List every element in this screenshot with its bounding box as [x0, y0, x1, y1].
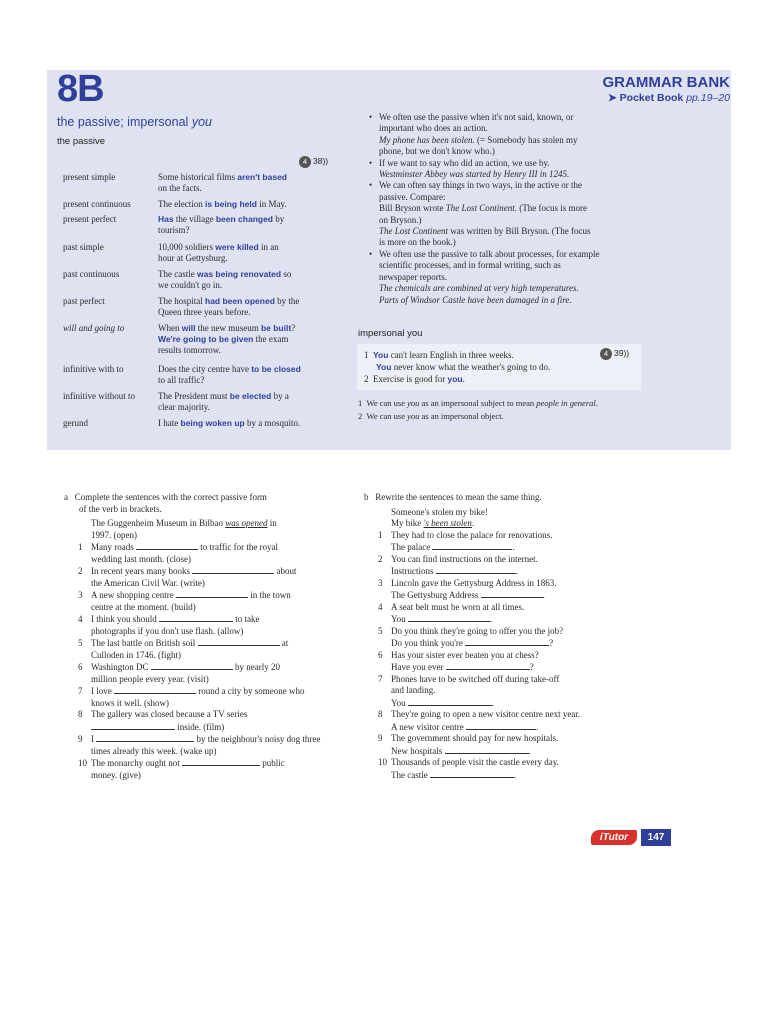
answer-blank[interactable] — [176, 589, 248, 598]
exercise-a-item: 10 The monarchy ought not public money. (give) — [78, 758, 285, 780]
audio-disc-icon: 4 — [299, 156, 311, 168]
answer-blank[interactable] — [430, 769, 514, 778]
passive-form: aren't based — [237, 172, 287, 182]
pocket-book-label: ➤ Pocket Book — [607, 92, 684, 104]
impersonal-note-2: 2 We can use you as an impersonal object. — [358, 411, 504, 421]
example-text: Queen three years before. — [158, 307, 251, 317]
pocket-book-pages: pp.19–20 — [686, 92, 730, 104]
answer-blank[interactable] — [436, 565, 516, 574]
tense-label: past perfect — [63, 296, 105, 306]
example-text: The election — [158, 199, 205, 209]
exercise-b-item: 9 The government should pay for new hospitals. New hospitals . — [378, 733, 559, 756]
passive-form: to be closed — [251, 364, 301, 374]
topic-title — [57, 115, 212, 129]
rule-bullet: • We can often say things in two ways, in the active or the passive. Compare: Bill Bryson wrote The Lost Continent. (The focus is more on Bryson.) The Lost Continent was written by Bill Bryson. (The focus is more on the book.) — [367, 180, 642, 248]
exercise-b-item: 2 You can find instructions on the internet. Instructions . — [378, 553, 538, 576]
passive-example — [158, 172, 336, 194]
tense-label: infinitive with to — [63, 364, 124, 374]
exercise-a — [64, 492, 354, 781]
example-text: clear majority. — [158, 402, 210, 412]
answer-blank[interactable] — [192, 565, 274, 574]
passive-form: be elected — [229, 391, 272, 401]
exercise-b-item: 4 A seat belt must be worn at all times. You . — [378, 601, 525, 624]
answer-blank[interactable] — [91, 721, 175, 730]
exercise-b-instruction: b Rewrite the sentences to mean the same thing. — [364, 492, 542, 502]
answer-blank[interactable] — [198, 637, 280, 646]
example-text: hour at Gettysburg. — [158, 253, 228, 263]
exercise-a-item: 4 I think you should to take photographs if you don't use flash. (allow) — [78, 614, 260, 636]
topic-main: the passive; impersonal — [57, 115, 189, 129]
answer-blank[interactable] — [408, 613, 490, 622]
exercise-a-instruction: a Complete the sentences with the correct passive form — [64, 492, 267, 502]
page-number: 147 — [641, 829, 671, 846]
passive-example — [158, 199, 336, 210]
answer-blank[interactable] — [114, 685, 196, 694]
impersonal-note-1: 1 We can use you as an impersonal subject to mean people in general. — [358, 398, 598, 408]
example-text: ? — [291, 323, 296, 333]
tense-label: present continuous — [63, 199, 131, 209]
exercise-b-item: 5 Do you think they're going to offer you the job? Do you think you're ? — [378, 625, 564, 648]
itutor-badge[interactable]: iTutor — [591, 830, 637, 845]
example-text: we couldn't go in. — [158, 280, 223, 290]
passive-form: is being held — [204, 199, 257, 209]
passive-form: Has — [158, 214, 174, 224]
answer-blank[interactable] — [159, 613, 233, 622]
example-text: the village — [173, 214, 216, 224]
exercise-a-example: The Guggenheim Museum in Bilbao was opened in — [91, 518, 277, 528]
example-text: the exam — [253, 334, 289, 344]
passive-form: been changed — [215, 214, 273, 224]
exercise-a-example-2: 1997. (open) — [91, 529, 137, 540]
example-text: I hate — [158, 418, 181, 428]
audio-disc-icon: 4 — [600, 348, 612, 360]
passive-example — [158, 242, 336, 264]
example-text: tourism? — [158, 225, 190, 235]
passive-form: be built — [260, 323, 292, 333]
example-text: The President must — [158, 391, 230, 401]
tense-label: will and going to — [63, 323, 125, 333]
passive-example — [158, 323, 336, 356]
exercise-b-item: 1 They had to close the palace for renovations. The palace . — [378, 529, 553, 552]
exercise-b-item: 7 Phones have to be switched off during take-off and landing. You . — [378, 673, 560, 708]
example-text: When — [158, 323, 182, 333]
rule-bullet: • We often use the passive to talk about processes, for example scientific processes, and in formal writing, such as newspaper reports. The chemicals are combined at very high temperatures. Parts of Windsor Castle have been damaged in a fire. — [367, 249, 642, 306]
passive-example — [158, 391, 336, 413]
example-text: The castle — [158, 269, 197, 279]
exercise-a-instruction-2: of the verb in brackets. — [79, 503, 162, 514]
example-text: on the facts. — [158, 183, 202, 193]
example-text: Does the city centre have — [158, 364, 252, 374]
exercise-a-item: 7 I love round a city by someone who knows it well. (show) — [78, 686, 305, 708]
answer-blank[interactable] — [481, 589, 543, 598]
exercise-b-example: Someone's stolen my bike! — [391, 506, 488, 517]
passive-example — [158, 269, 336, 291]
tense-label: past continuous — [63, 269, 120, 279]
example-text: so — [281, 269, 292, 279]
impersonal-example-2: 2 Exercise is good for you. — [364, 374, 465, 384]
passive-form: being woken up — [180, 418, 245, 428]
passive-rules — [367, 112, 642, 306]
passive-example — [158, 214, 336, 236]
example-text: by a — [271, 391, 289, 401]
example-text: by a mosquito. — [244, 418, 301, 428]
impersonal-example-1b: You never know what the weather's going to do. — [376, 362, 551, 372]
tense-label: present simple — [63, 172, 116, 182]
rule-bullet: • We often use the passive when it's not said, known, or important who does an action. My phone has been stolen. (= Somebody has stolen my phone, but we don't know who.) — [367, 112, 642, 158]
unit-number: 8B — [57, 68, 104, 110]
exercise-b — [364, 492, 664, 781]
tense-label: present perfect — [63, 214, 117, 224]
passive-form: will — [181, 323, 196, 333]
exercise-a-item: 5 The last battle on British soil at Culloden in 1746. (fight) — [78, 638, 289, 660]
audio-track-38[interactable]: 4 38)) — [299, 156, 328, 168]
answer-blank[interactable] — [465, 637, 549, 646]
impersonal-you-heading: impersonal you — [358, 328, 423, 339]
rule-bullet: • If we want to say who did an action, we use by. Westminster Abbey was started by Henry III in 1245. — [367, 158, 642, 181]
answer-blank[interactable] — [151, 661, 233, 670]
passive-form: had been opened — [205, 296, 275, 306]
exercise-b-item: 3 Lincoln gave the Gettysburg Address in 1863. The Gettysburg Address . — [378, 577, 557, 600]
grammar-bank-title: GRAMMAR BANK — [602, 74, 730, 91]
example-text: results tomorrow. — [158, 345, 221, 355]
passive-example — [158, 364, 336, 386]
tense-label: past simple — [63, 242, 104, 252]
exercise-b-item: 8 They're going to open a new visitor centre next year. A new visitor centre . — [378, 709, 581, 732]
exercise-a-item: 2 In recent years many books about the American Civil War. (write) — [78, 566, 297, 588]
answer-blank[interactable] — [136, 541, 198, 550]
passive-subheading: the passive — [57, 136, 106, 147]
passive-example — [158, 296, 336, 318]
tense-label: infinitive without to — [63, 391, 135, 401]
answer-blank[interactable] — [466, 721, 536, 730]
example-text: by the — [274, 296, 300, 306]
example-text: the new museum — [195, 323, 261, 333]
example-text: 10,000 soldiers — [158, 242, 216, 252]
exercise-b-example-answer: My bike 's been stolen. — [391, 518, 475, 528]
audio-track-39[interactable]: 4 39)) — [600, 348, 629, 360]
topic-you: you — [191, 115, 212, 129]
answer-blank[interactable] — [182, 757, 260, 766]
example-text: by — [273, 214, 285, 224]
exercise-a-item: 8 The gallery was closed because a TV series inside. (film) — [78, 709, 248, 732]
passive-example — [158, 418, 336, 429]
answer-blank[interactable] — [445, 745, 529, 754]
audio-track-number: 38 — [313, 156, 323, 166]
exercise-a-item: 1 Many roads to traffic for the royal wedding last month. (close) — [78, 542, 279, 564]
example-text: in an — [258, 242, 279, 252]
audio-track-number: 39 — [614, 348, 624, 358]
example-text: The hospital — [158, 296, 205, 306]
impersonal-example-1: 1 You can't learn English in three weeks. — [364, 350, 514, 360]
answer-blank[interactable] — [96, 733, 194, 742]
example-text: in May. — [256, 199, 287, 209]
exercise-a-item: 3 A new shopping centre in the town centre at the moment. (build) — [78, 590, 291, 612]
passive-form: was being renovated — [196, 269, 282, 279]
passive-form: We're going to be given — [158, 334, 254, 344]
exercise-b-item: 6 Has your sister ever beaten you at chess? Have you ever ? — [378, 649, 539, 672]
passive-form: were killed — [215, 242, 259, 252]
answer-blank[interactable] — [446, 661, 530, 670]
exercise-a-item: 9 I by the neighbour's noisy dog three times already this week. (wake up) — [78, 734, 321, 756]
example-text: Some historical films — [158, 172, 238, 182]
example-text: to all traffic? — [158, 375, 205, 385]
exercise-b-item: 10 Thousands of people visit the castle every day. The castle . — [378, 757, 559, 780]
tense-label: gerund — [63, 418, 88, 428]
answer-blank[interactable] — [432, 541, 512, 550]
pocket-book-reference — [608, 92, 730, 104]
answer-blank[interactable] — [408, 697, 492, 706]
exercise-a-item: 6 Washington DC by nearly 20 million people every year. (visit) — [78, 662, 281, 684]
